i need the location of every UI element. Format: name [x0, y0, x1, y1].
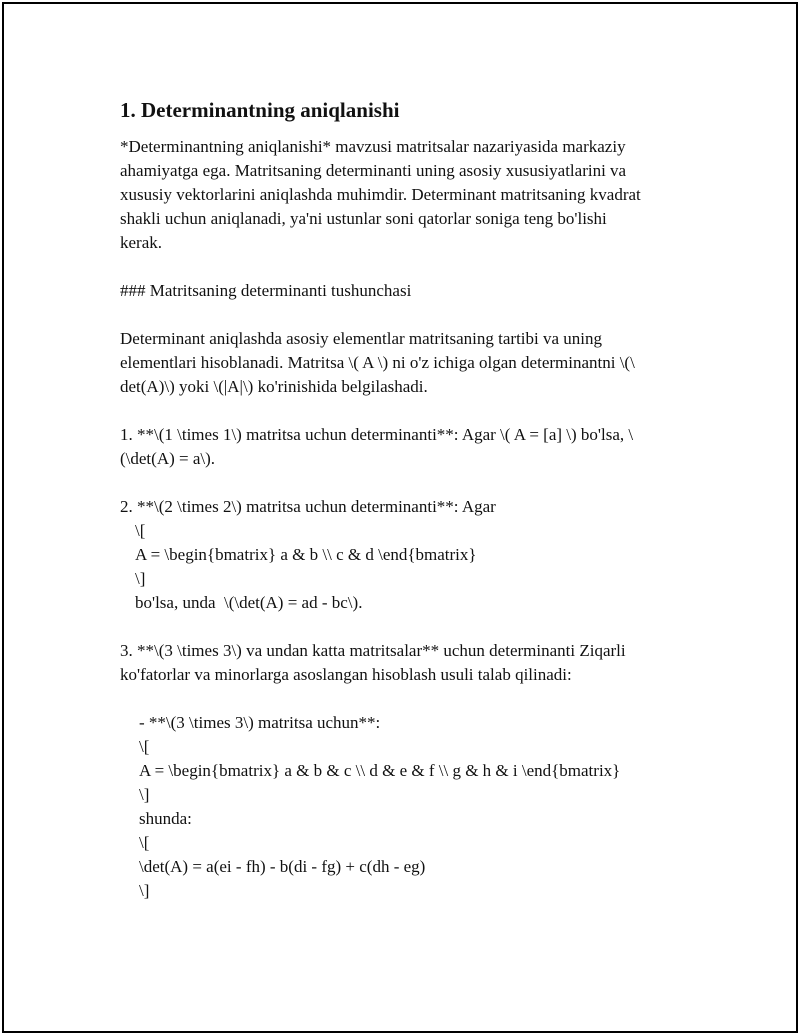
text-line: ko'fatorlar va minorlarga asoslangan hisoblash usuli talab qilinadi:	[120, 665, 572, 684]
formula-line: \]	[139, 785, 150, 804]
list-item-3x3	[120, 639, 700, 903]
text-line: 3. **\(3 \times 3\) va undan katta matritsalar** uchun determinanti Ziqarli	[120, 641, 626, 660]
text-line: det(A)\) yoki \(|A|\) ko'rinishida belgilashadi.	[120, 377, 428, 396]
text-line: Determinant aniqlashda asosiy elementlar matritsaning tartibi va uning	[120, 329, 603, 348]
text-line: *Determinantning aniqlanishi* mavzusi matritsalar nazariyasida markaziy	[120, 137, 626, 156]
text-line: kerak.	[120, 233, 163, 252]
formula-line: A = \begin{bmatrix} a & b & c \\ d & e & f \\ g & h & i \end{bmatrix}	[139, 761, 621, 780]
text-line: (\det(A) = a\).	[120, 449, 216, 468]
document-page	[2, 2, 798, 1033]
list-item-2x2	[120, 495, 700, 615]
formula-line: A = \begin{bmatrix} a & b \\ c & d \end{bmatrix}	[135, 545, 477, 564]
formula-line: \[	[139, 833, 150, 852]
formula-line: \]	[135, 569, 146, 588]
section-heading: 1. Determinantning aniqlanishi	[120, 98, 400, 122]
formula-line: \det(A) = a(ei - fh) - b(di - fg) + c(dh - eg)	[139, 857, 426, 876]
text-line: ahamiyatga ega. Matritsaning determinanti uning asosiy xususiyatlarini va	[120, 161, 627, 180]
text-line: shakli uchun aniqlanadi, ya'ni ustunlar soni qatorlar soniga teng bo'lishi	[120, 209, 607, 228]
definition-paragraph	[120, 327, 700, 399]
text-line: elementlari hisoblanadi. Matritsa \( A \) ni o'z ichiga olgan determinantni \(\	[120, 353, 635, 372]
document-content	[120, 96, 700, 903]
text-line: 2. **\(2 \times 2\) matritsa uchun determinanti**: Agar	[120, 497, 496, 516]
formula-line: \]	[139, 881, 150, 900]
subheading: ### Matritsaning determinanti tushunchasi	[120, 281, 412, 300]
formula-line: bo'lsa, unda \(\det(A) = ad - bc\).	[135, 593, 363, 612]
text-line: xususiy vektorlarini aniqlashda muhimdir. Determinant matritsaning kvadrat	[120, 185, 641, 204]
text-line: 1. **\(1 \times 1\) matritsa uchun determinanti**: Agar \( A = [a] \) bo'lsa, \	[120, 425, 634, 444]
sub-list-item: - **\(3 \times 3\) matritsa uchun**:	[139, 713, 381, 732]
formula-line: \[	[139, 737, 150, 756]
list-item-1x1	[120, 423, 700, 471]
formula-line: shunda:	[139, 809, 192, 828]
formula-line: \[	[135, 521, 146, 540]
intro-paragraph	[120, 135, 700, 255]
